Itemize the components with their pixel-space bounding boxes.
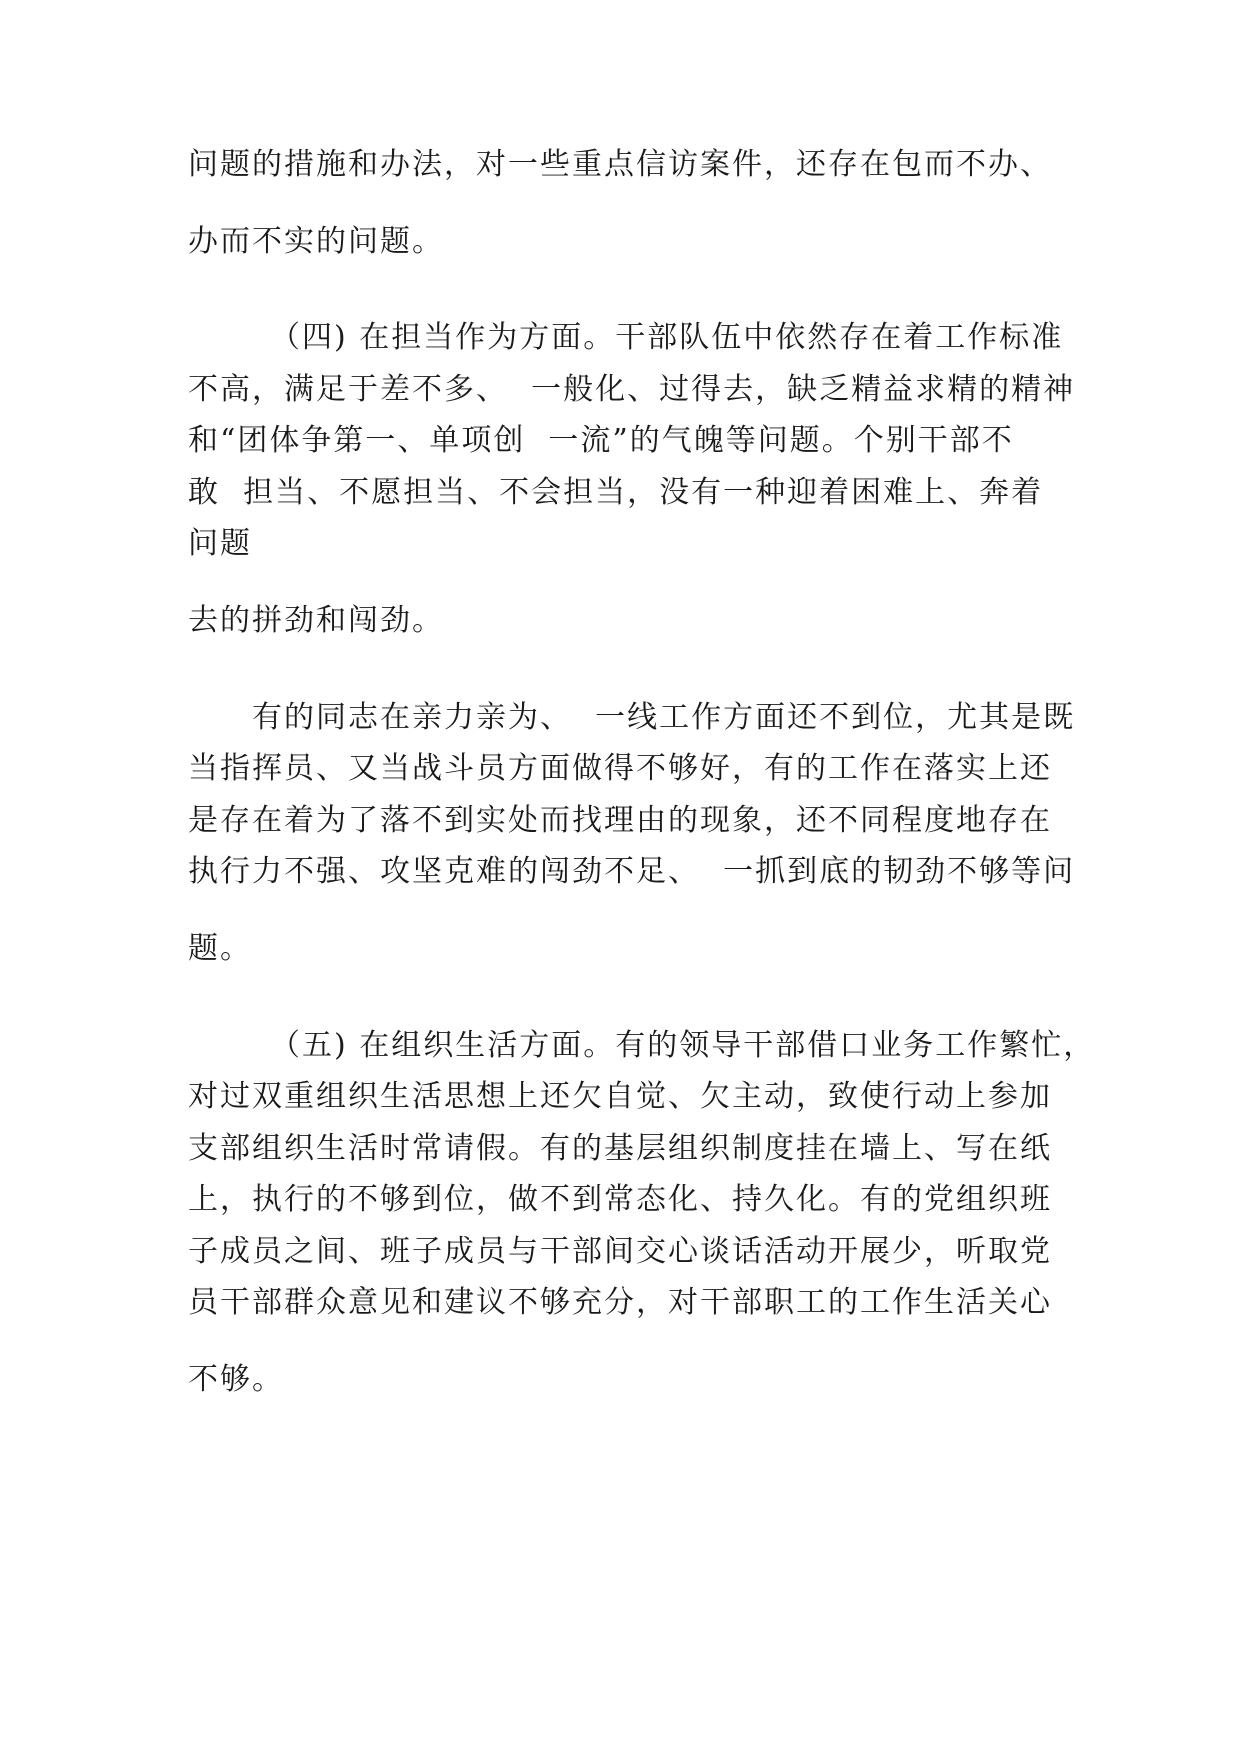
paragraph-4-line-4: 上，执行的不够到位，做不到常态化、持久化。有的党组织班 xyxy=(188,1182,1052,1217)
paragraph-2-line-4: 敢 担当、不愿担当、不会担当，没有一种迎着困难上、奔着 xyxy=(188,475,1044,510)
paragraph-3-line-5: 题。 xyxy=(188,931,252,966)
paragraph-4-line-5: 子成员之间、班子成员与干部间交心谈话活动开展少，听取党 xyxy=(188,1234,1052,1269)
paragraph-2-line-2: 不高，满足于差不多、 一般化、过得去，缺乏精益求精的精神 xyxy=(188,372,1076,407)
paragraph-3-line-4: 执行力不强、攻坚克难的闯劲不足、 一抓到底的韧劲不够等问 xyxy=(188,854,1076,889)
paragraph-1-line-1: 问题的措施和办法，对一些重点信访案件，还存在包而不办、 xyxy=(188,147,1052,182)
paragraph-4-line-1: （五) 在组织生活方面。有的领导干部借口业务工作繁忙， xyxy=(270,1028,1096,1063)
paragraph-2-line-6: 去的拼劲和闯劲。 xyxy=(188,603,444,638)
paragraph-3-line-2: 当指挥员、又当战斗员方面做得不够好，有的工作在落实上还 xyxy=(188,751,1052,786)
paragraph-4-line-6: 员干部群众意见和建议不够充分，对干部职工的工作生活关心 xyxy=(188,1285,1052,1320)
paragraph-4-line-2: 对过双重组织生活思想上还欠自觉、欠主动，致使行动上参加 xyxy=(188,1079,1052,1114)
paragraph-2-line-5: 问题 xyxy=(188,526,252,561)
paragraph-4-line-7: 不够。 xyxy=(188,1362,284,1397)
paragraph-1-line-2: 办而不实的问题。 xyxy=(188,224,444,259)
paragraph-4-line-3: 支部组织生活时常请假。有的基层组织制度挂在墙上、写在纸 xyxy=(188,1131,1052,1166)
paragraph-3-line-3: 是存在着为了落不到实处而找理由的现象，还不同程度地存在 xyxy=(188,803,1052,838)
paragraph-2-line-1: （四) 在担当作为方面。干部队伍中依然存在着工作标准 xyxy=(270,320,1064,355)
paragraph-3-line-1: 有的同志在亲力亲为、 一线工作方面还不到位，尤其是既 xyxy=(252,700,1076,735)
paragraph-2-line-3: 和“团体争第一、单项创 一流”的气魄等问题。个别干部不 xyxy=(188,423,1014,458)
